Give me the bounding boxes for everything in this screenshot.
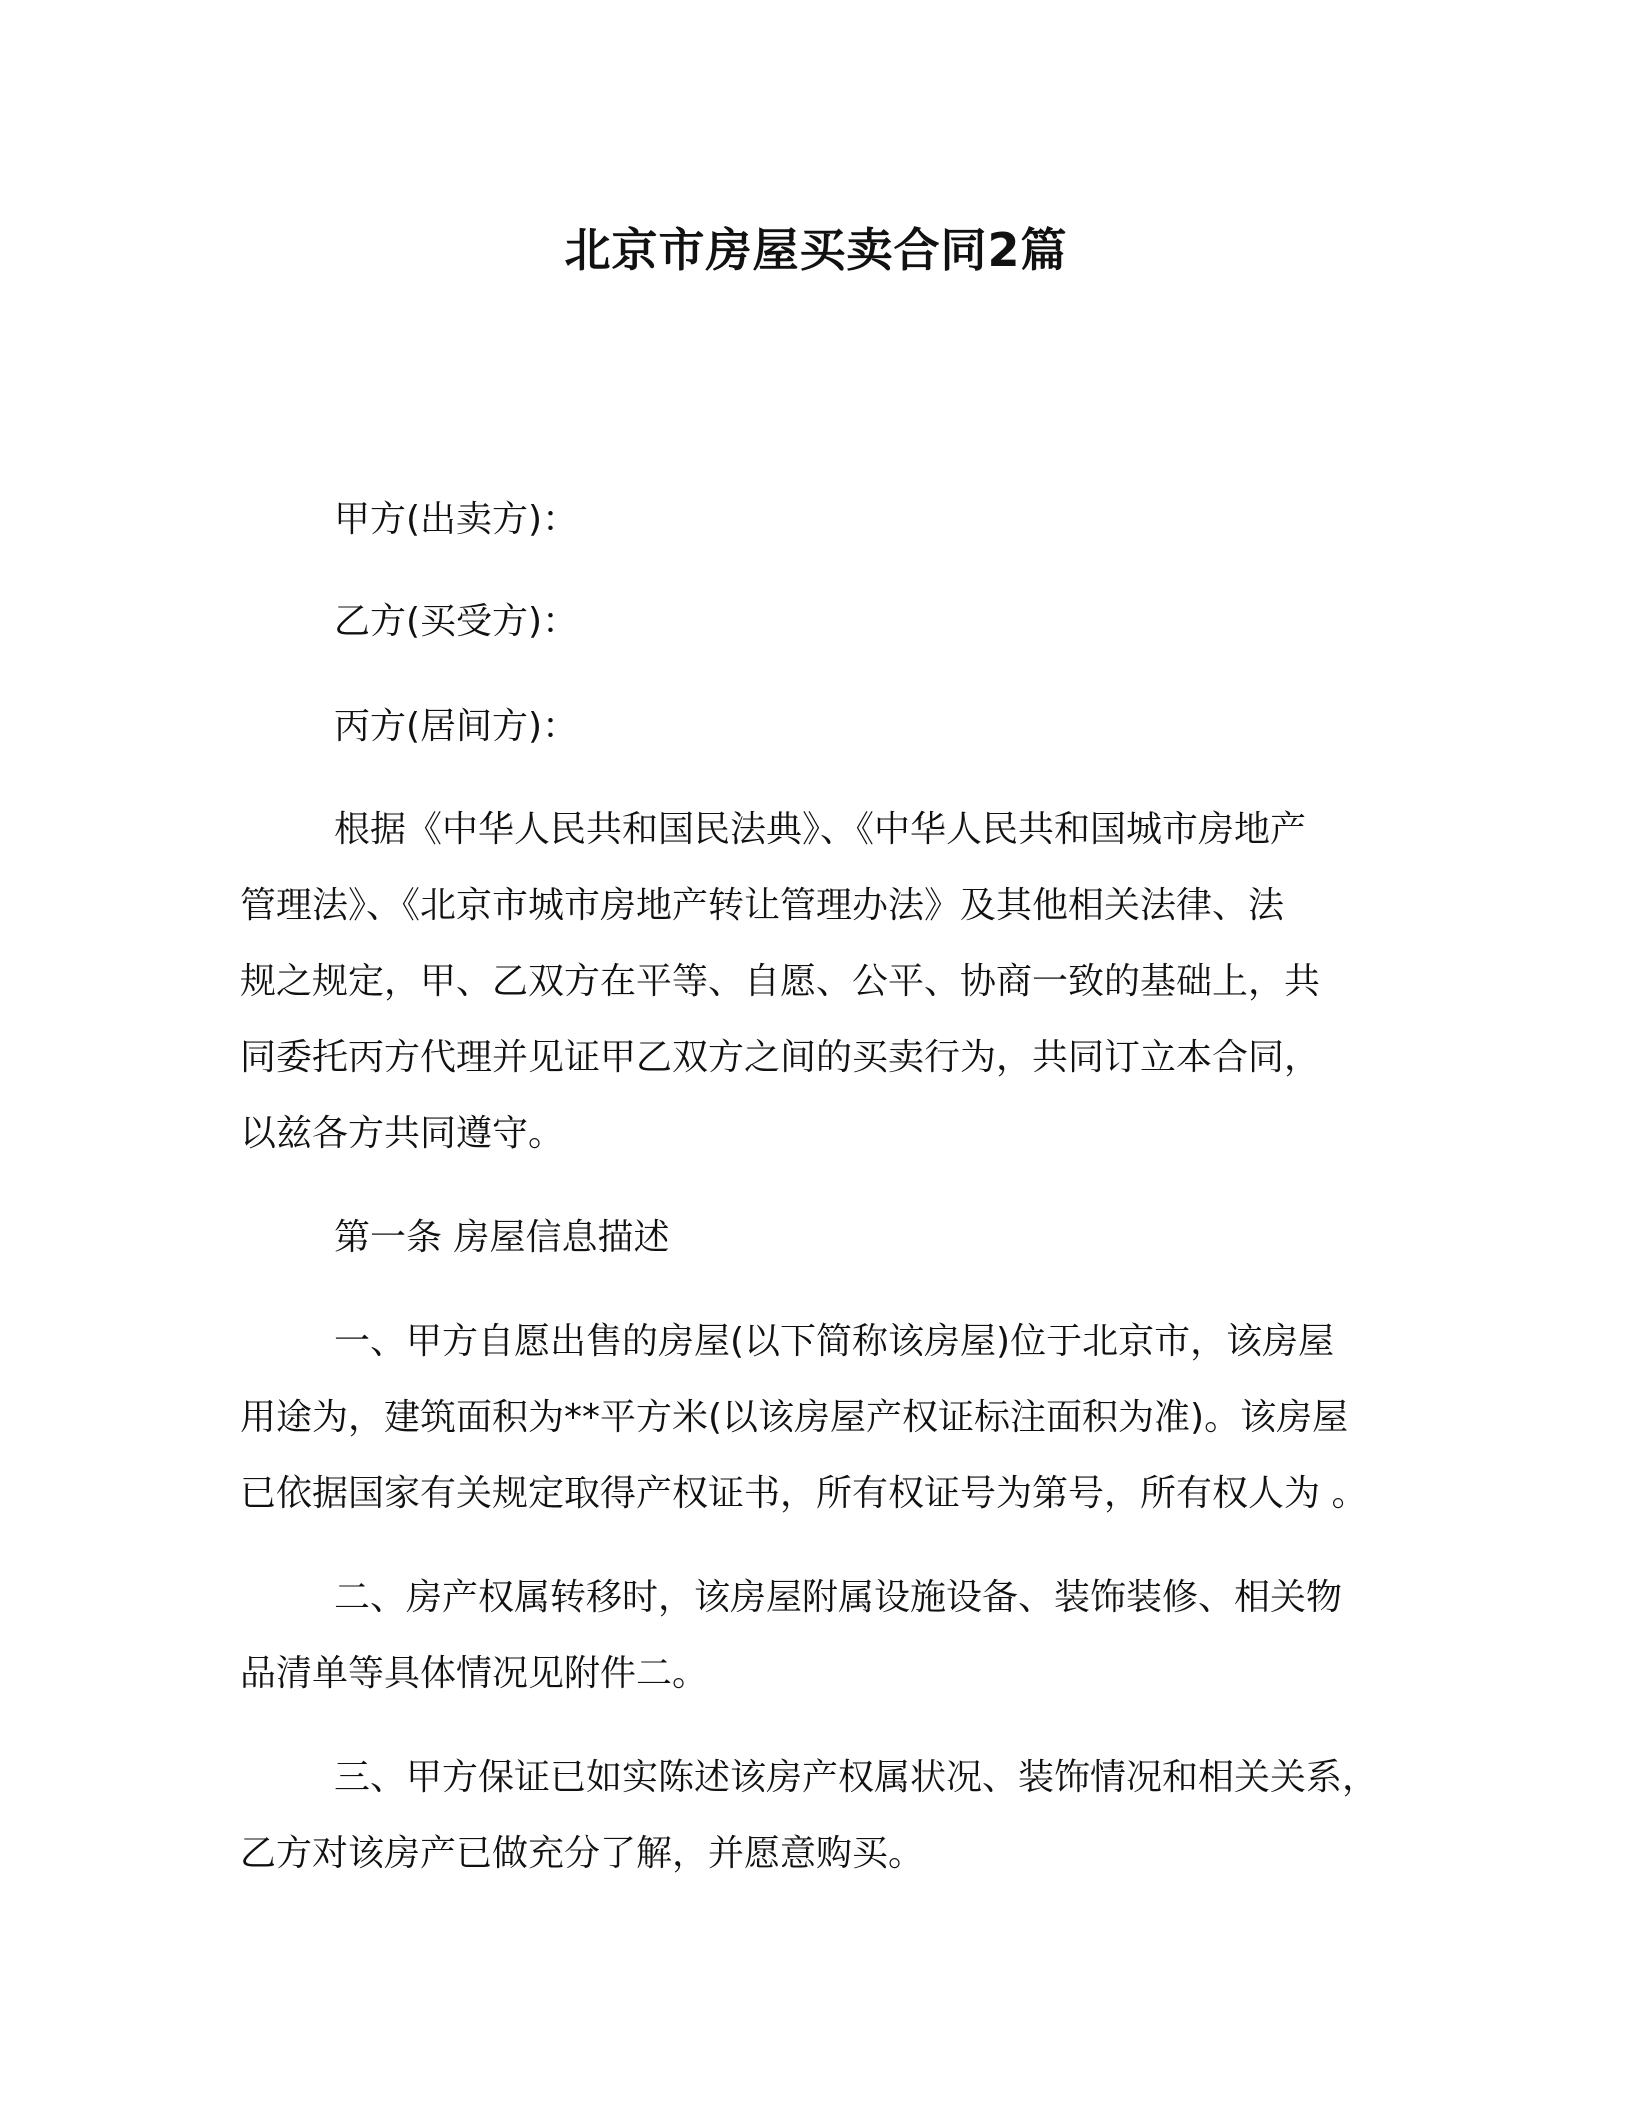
party-buyer: 乙方(买受方)： (334, 601, 579, 642)
article-1-heading: 第一条 房屋信息描述 (334, 1217, 670, 1258)
preamble-line: 管理法》、《北京市城市房地产转让管理办法》及其他相关法律、法 (240, 885, 1285, 926)
party-intermediary: 丙方(居间方)： (334, 706, 579, 747)
clause-1-line: 一、甲方自愿出售的房屋(以下简称该房屋)位于北京市，该房屋 (334, 1321, 1335, 1362)
clause-3-line: 乙方对该房产已做充分了解，并愿意购买。 (240, 1833, 925, 1874)
clause-1-line: 已依据国家有关规定取得产权证书，所有权证号为第号，所有权人为 。 (240, 1473, 1368, 1514)
preamble-line: 同委托丙方代理并见证甲乙双方之间的买卖行为，共同订立本合同， (240, 1037, 1321, 1078)
document-title: 北京市房屋买卖合同2篇 (564, 223, 1068, 277)
party-seller: 甲方(出卖方)： (334, 499, 579, 540)
preamble-line: 规之规定，甲、乙双方在平等、自愿、公平、协商一致的基础上，共 (240, 961, 1321, 1002)
clause-2-line: 品清单等具体情况见附件二。 (240, 1653, 709, 1694)
clause-3-line: 三、甲方保证已如实陈述该房产权属状况、装饰情况和相关关系， (334, 1757, 1379, 1798)
clause-1-line: 用途为，建筑面积为**平方米(以该房屋产权证标注面积为准)。该房屋 (240, 1397, 1349, 1438)
preamble-line: 以兹各方共同遵守。 (240, 1113, 565, 1154)
clause-2-line: 二、房产权属转移时，该房屋附属设施设备、装饰装修、相关物 (334, 1577, 1343, 1618)
preamble-line: 根据《中华人民共和国民法典》、《中华人民共和国城市房地产 (334, 809, 1307, 850)
